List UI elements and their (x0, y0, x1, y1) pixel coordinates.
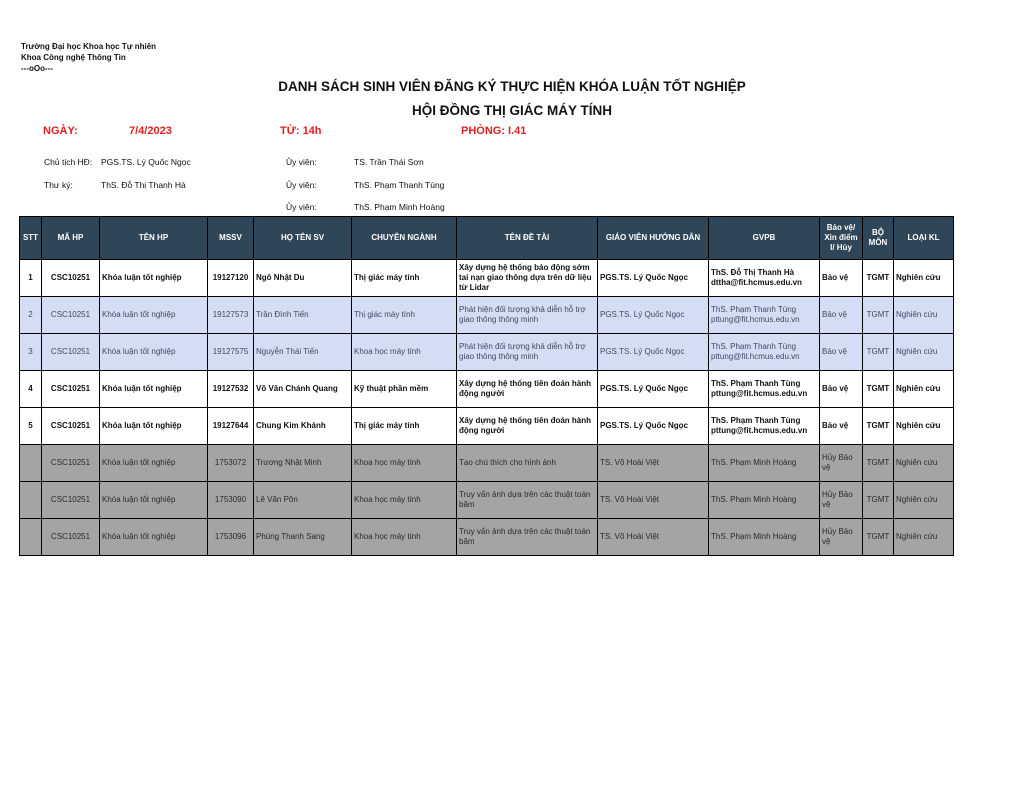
cell-reviewer: ThS. Phạm Minh Hoàng (709, 445, 820, 482)
date-label: NGÀY: (43, 125, 78, 137)
cell-thesis-title: Xây dựng hệ thống báo động sớm tai nạn giao thông dựa trên dữ liệu từ Lidar (457, 260, 598, 297)
member-name: TS. Trần Thái Sơn (354, 157, 424, 167)
table-row (20, 260, 954, 297)
room-label: PHÒNG: I.41 (461, 125, 527, 137)
column-header: TÊN ĐỀ TÀI (457, 217, 598, 260)
cell-status: Hủy Bảo vệ (820, 519, 863, 556)
cell-reviewer: ThS. Phạm Minh Hoàng (709, 482, 820, 519)
cell-status: Bảo vệ (820, 371, 863, 408)
cell-course-name: Khóa luận tốt nghiệp (100, 408, 208, 445)
table-row (20, 334, 954, 371)
cell-course-code: CSC10251 (42, 334, 100, 371)
cell-course-name: Khóa luận tốt nghiệp (100, 260, 208, 297)
chair-name: PGS.TS. Lý Quốc Ngọc (101, 157, 191, 167)
cell-department: TGMT (863, 482, 894, 519)
cell-status: Bảo vệ (820, 408, 863, 445)
cell-stt: 2 (20, 297, 42, 334)
column-header: MÃ HP (42, 217, 100, 260)
table-row (20, 519, 954, 556)
table-row (20, 482, 954, 519)
student-table (19, 216, 954, 556)
cell-student-name: Trần Đình Tiến (254, 297, 352, 334)
cell-department: TGMT (863, 260, 894, 297)
cell-thesis-title: Phát hiện đối tượng khả diễn hỗ trợ giao thông thông minh (457, 297, 598, 334)
cell-student-name: Chung Kim Khánh (254, 408, 352, 445)
cell-student-name: Ngô Nhật Du (254, 260, 352, 297)
column-header: STT (20, 217, 42, 260)
cell-major: Thị giác máy tính (352, 297, 457, 334)
cell-major: Khoa học máy tính (352, 334, 457, 371)
table-header-row (20, 217, 954, 260)
cell-supervisor: PGS.TS. Lý Quốc Ngọc (598, 371, 709, 408)
cell-thesis-title: Xây dựng hệ thống tiên đoán hành động người (457, 408, 598, 445)
cell-reviewer: ThS. Phạm Thanh Tùng pttung@fit.hcmus.edu.vn (709, 297, 820, 334)
cell-stt (20, 445, 42, 482)
cell-course-name: Khóa luận tốt nghiệp (100, 482, 208, 519)
cell-thesis-title: Truy vấn ảnh dựa trên các thuật toán băm (457, 482, 598, 519)
table-row (20, 445, 954, 482)
date-value: 7/4/2023 (129, 125, 172, 137)
cell-reviewer: ThS. Phạm Thanh Tùng pttung@fit.hcmus.edu.vn (709, 334, 820, 371)
column-header: HỌ TÊN SV (254, 217, 352, 260)
cell-course-code: CSC10251 (42, 519, 100, 556)
cell-course-code: CSC10251 (42, 260, 100, 297)
committee-title: HỘI ĐỒNG THỊ GIÁC MÁY TÍNH (411, 103, 612, 118)
cell-student-id: 19127575 (208, 334, 254, 371)
cell-reviewer: ThS. Phạm Thanh Tùng pttung@fit.hcmus.edu.vn (709, 371, 820, 408)
member-label: Ủy viên: (286, 157, 317, 167)
cell-reviewer: ThS. Đỗ Thị Thanh Hà dttha@fit.hcmus.edu.vn (709, 260, 820, 297)
cell-course-name: Khóa luận tốt nghiệp (100, 519, 208, 556)
cell-stt (20, 482, 42, 519)
table-row (20, 371, 954, 408)
column-header: BỘ MÔN (863, 217, 894, 260)
cell-major: Thị giác máy tính (352, 408, 457, 445)
cell-student-name: Trương Nhật Minh (254, 445, 352, 482)
cell-stt: 1 (20, 260, 42, 297)
cell-course-code: CSC10251 (42, 445, 100, 482)
cell-department: TGMT (863, 334, 894, 371)
cell-major: Khoa học máy tính (352, 445, 457, 482)
cell-stt (20, 519, 42, 556)
cell-student-name: Phùng Thanh Sang (254, 519, 352, 556)
cell-status: Bảo vệ (820, 334, 863, 371)
cell-course-name: Khóa luận tốt nghiệp (100, 445, 208, 482)
time-label: TỪ: 14h (280, 125, 322, 137)
cell-department: TGMT (863, 297, 894, 334)
cell-thesis-type: Nghiên cứu (894, 445, 954, 482)
cell-stt: 4 (20, 371, 42, 408)
cell-supervisor: TS. Võ Hoài Việt (598, 482, 709, 519)
faculty-name: Khoa Công nghệ Thông Tin (21, 53, 126, 62)
column-header: GIÁO VIÊN HƯỚNG DẪN (598, 217, 709, 260)
cell-department: TGMT (863, 408, 894, 445)
table-row (20, 408, 954, 445)
cell-student-name: Võ Văn Chánh Quang (254, 371, 352, 408)
cell-thesis-title: Phát hiện đối tượng khả diễn hỗ trợ giao thông thông minh (457, 334, 598, 371)
member-label: Ủy viên: (286, 180, 317, 190)
cell-status: Bảo vệ (820, 297, 863, 334)
column-header: TÊN HP (100, 217, 208, 260)
cell-course-code: CSC10251 (42, 297, 100, 334)
university-name: Trường Đại học Khoa học Tự nhiên (21, 42, 157, 51)
member-label: Ủy viên: (286, 202, 317, 212)
secretary-name: ThS. Đỗ Thị Thanh Hà (101, 180, 186, 190)
table-row (20, 297, 954, 334)
cell-course-name: Khóa luận tốt nghiệp (100, 371, 208, 408)
cell-thesis-type: Nghiên cứu (894, 519, 954, 556)
cell-status: Hủy Bảo vệ (820, 445, 863, 482)
cell-student-name: Nguyễn Thái Tiến (254, 334, 352, 371)
cell-reviewer: ThS. Phạm Minh Hoàng (709, 519, 820, 556)
cell-supervisor: PGS.TS. Lý Quốc Ngọc (598, 408, 709, 445)
cell-student-id: 1753090 (208, 482, 254, 519)
member-name: ThS. Phạm Minh Hoàng (354, 202, 445, 212)
document-title: DANH SÁCH SINH VIÊN ĐĂNG KÝ THỰC HIỆN KHÓA LUẬN TỐT NGHIỆP (278, 79, 746, 94)
column-header: CHUYÊN NGÀNH (352, 217, 457, 260)
cell-status: Hủy Bảo vệ (820, 482, 863, 519)
cell-course-code: CSC10251 (42, 371, 100, 408)
cell-stt: 3 (20, 334, 42, 371)
cell-course-name: Khóa luận tốt nghiệp (100, 297, 208, 334)
cell-thesis-type: Nghiên cứu (894, 482, 954, 519)
cell-course-name: Khóa luận tốt nghiệp (100, 334, 208, 371)
cell-thesis-type: Nghiên cứu (894, 334, 954, 371)
cell-student-id: 1753096 (208, 519, 254, 556)
cell-course-code: CSC10251 (42, 482, 100, 519)
cell-thesis-type: Nghiên cứu (894, 297, 954, 334)
cell-thesis-type: Nghiên cứu (894, 408, 954, 445)
cell-stt: 5 (20, 408, 42, 445)
cell-status: Bảo vệ (820, 260, 863, 297)
cell-thesis-title: Truy vấn ảnh dựa trên các thuật toán băm (457, 519, 598, 556)
cell-reviewer: ThS. Phạm Thanh Tùng pttung@fit.hcmus.edu.vn (709, 408, 820, 445)
cell-major: Khoa học máy tính (352, 519, 457, 556)
cell-supervisor: TS. Võ Hoài Việt (598, 445, 709, 482)
cell-student-name: Lê Văn Pôn (254, 482, 352, 519)
cell-thesis-type: Nghiên cứu (894, 371, 954, 408)
secretary-label: Thư ký: (44, 180, 73, 190)
cell-student-id: 19127532 (208, 371, 254, 408)
column-header: LOẠI KL (894, 217, 954, 260)
cell-student-id: 19127644 (208, 408, 254, 445)
column-header: Bảo vệ/ Xin điểm I/ Hủy (820, 217, 863, 260)
cell-student-id: 19127573 (208, 297, 254, 334)
chair-label: Chủ tịch HĐ: (44, 157, 93, 167)
cell-student-id: 19127120 (208, 260, 254, 297)
cell-supervisor: PGS.TS. Lý Quốc Ngọc (598, 334, 709, 371)
cell-supervisor: TS. Võ Hoài Việt (598, 519, 709, 556)
column-header: MSSV (208, 217, 254, 260)
member-name: ThS. Phạm Thanh Tùng (354, 180, 445, 190)
cell-major: Thị giác máy tính (352, 260, 457, 297)
cell-major: Kỹ thuật phần mềm (352, 371, 457, 408)
cell-department: TGMT (863, 445, 894, 482)
cell-thesis-type: Nghiên cứu (894, 260, 954, 297)
cell-major: Khoa học máy tính (352, 482, 457, 519)
cell-course-code: CSC10251 (42, 408, 100, 445)
header-divider: ---oOo--- (21, 64, 53, 73)
cell-department: TGMT (863, 371, 894, 408)
cell-thesis-title: Tạo chú thích cho hình ảnh (457, 445, 598, 482)
cell-supervisor: PGS.TS. Lý Quốc Ngọc (598, 260, 709, 297)
cell-supervisor: PGS.TS. Lý Quốc Ngọc (598, 297, 709, 334)
column-header: GVPB (709, 217, 820, 260)
cell-thesis-title: Xây dựng hệ thống tiên đoán hành động người (457, 371, 598, 408)
cell-department: TGMT (863, 519, 894, 556)
cell-student-id: 1753072 (208, 445, 254, 482)
